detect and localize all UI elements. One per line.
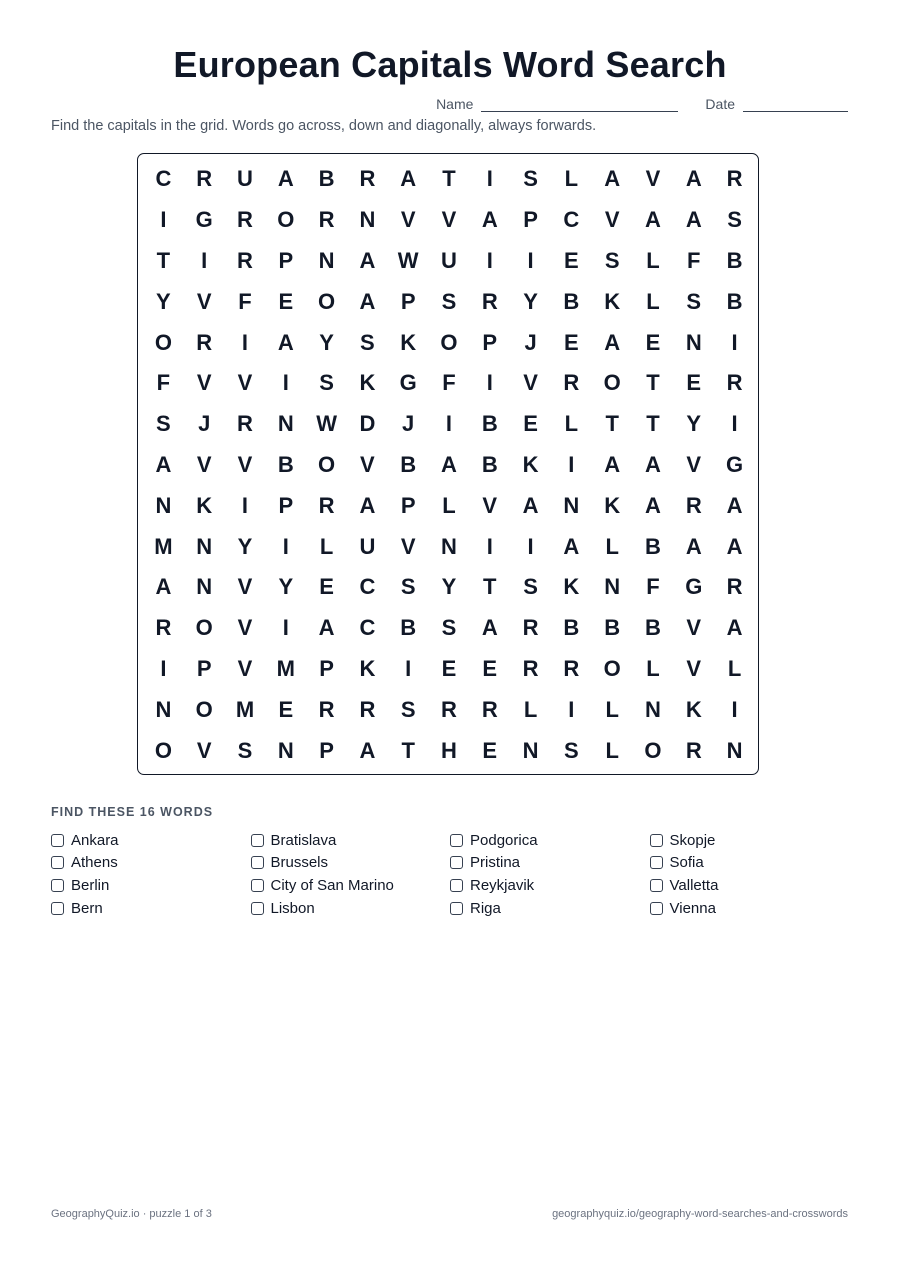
word-label: Athens [71, 854, 118, 872]
grid-cell[interactable]: G [725, 451, 744, 477]
grid-cell[interactable]: E [441, 655, 457, 681]
word-checkbox[interactable] [450, 902, 463, 915]
grid-cell[interactable]: O [195, 615, 213, 641]
grid-cell[interactable]: V [237, 370, 253, 396]
footer-url[interactable]: geographyquiz.io/geography-word-searches-and-crosswords [552, 1208, 848, 1220]
grid-cell[interactable]: Y [278, 574, 294, 600]
grid-cell[interactable]: L [605, 737, 619, 763]
grid-cell[interactable]: N [359, 207, 376, 233]
grid-cell[interactable]: R [441, 696, 457, 722]
grid-cell[interactable]: Y [441, 574, 457, 600]
grid-cell[interactable]: C [359, 574, 376, 600]
grid-cell[interactable]: K [196, 492, 213, 518]
grid-cell[interactable]: A [645, 492, 661, 518]
grid-cell[interactable]: I [731, 329, 738, 355]
grid-cell[interactable]: B [726, 247, 743, 273]
grid-cell[interactable]: B [481, 451, 498, 477]
grid-cell[interactable]: H [441, 737, 457, 763]
grid-cell[interactable]: F [156, 370, 171, 396]
grid-cell[interactable]: Y [319, 329, 334, 355]
grid-cell[interactable]: A [277, 166, 294, 192]
grid-cell[interactable]: R [237, 207, 253, 233]
grid-cell[interactable]: I [282, 533, 289, 559]
grid-cell[interactable]: O [644, 737, 662, 763]
grid-cell[interactable]: S [400, 574, 416, 600]
grid-cell[interactable]: A [359, 492, 376, 518]
grid-cell[interactable]: I [527, 247, 534, 273]
grid-cell[interactable]: N [522, 737, 539, 763]
grid-cell[interactable]: B [563, 615, 580, 641]
word-list-item [51, 874, 251, 897]
grid-cell[interactable]: N [441, 533, 457, 559]
grid-cell[interactable]: N [196, 533, 213, 559]
word-list-item [450, 829, 650, 852]
grid-cell[interactable]: I [731, 411, 738, 437]
grid-cell[interactable]: S [400, 696, 416, 722]
word-label: Berlin [71, 876, 110, 894]
word-checkbox[interactable] [650, 856, 663, 869]
grid-cell[interactable]: B [400, 451, 417, 477]
grid-cell[interactable]: E [319, 574, 334, 600]
grid-cell[interactable]: R [359, 166, 376, 192]
word-checkbox[interactable] [650, 834, 663, 847]
grid-cell[interactable]: O [318, 288, 336, 314]
page-title: European Capitals Word Search [173, 44, 727, 85]
word-label: Brussels [270, 854, 329, 872]
grid-cell[interactable]: D [359, 411, 376, 437]
grid-cell[interactable]: E [482, 737, 498, 763]
word-checkbox[interactable] [51, 834, 64, 847]
grid-cell[interactable]: N [685, 329, 702, 355]
grid-cell[interactable]: R [359, 696, 376, 722]
grid-cell[interactable]: A [400, 166, 417, 192]
grid-cell[interactable]: L [605, 696, 619, 722]
grid-cell[interactable]: S [156, 411, 171, 437]
grid-cell[interactable]: V [237, 574, 253, 600]
grid-cell[interactable]: I [486, 370, 493, 396]
grid-cell[interactable]: A [359, 737, 376, 763]
grid-cell[interactable]: B [645, 533, 661, 559]
grid-cell[interactable]: R [155, 615, 172, 641]
grid-cell[interactable]: A [726, 492, 743, 518]
grid-cell[interactable]: B [604, 615, 621, 641]
word-list-item [650, 852, 850, 875]
word-grid [143, 159, 755, 771]
grid-cell[interactable]: B [481, 411, 498, 437]
grid-cell[interactable]: B [645, 615, 661, 641]
grid-cell[interactable]: E [564, 329, 579, 355]
grid-cell[interactable]: L [646, 247, 660, 273]
grid-cell[interactable]: V [645, 166, 661, 192]
footer-left: GeographyQuiz.io · puzzle 1 of 3 [51, 1208, 212, 1220]
word-checkbox[interactable] [51, 879, 64, 892]
word-list-item [51, 852, 251, 875]
grid-cell[interactable]: P [278, 247, 294, 273]
grid-cell[interactable]: A [277, 329, 294, 355]
words-heading: FIND THESE 16 WORDS [51, 805, 214, 819]
grid-cell[interactable]: A [604, 451, 621, 477]
grid-cell[interactable]: S [319, 370, 334, 396]
date-label: Date [705, 96, 735, 112]
grid-cell[interactable]: N [196, 574, 213, 600]
word-list-item [51, 897, 251, 920]
word-list [51, 829, 851, 919]
grid-cell[interactable]: A [726, 533, 743, 559]
grid-cell[interactable]: A [726, 615, 743, 641]
grid-cell[interactable]: I [486, 247, 493, 273]
grid-cell[interactable]: V [686, 615, 702, 641]
grid-cell[interactable]: S [564, 737, 579, 763]
grid-cell[interactable]: M [235, 696, 255, 722]
grid-cell[interactable]: V [441, 207, 457, 233]
grid-cell[interactable]: R [318, 207, 335, 233]
grid-cell[interactable]: A [155, 574, 172, 600]
word-checkbox[interactable] [51, 856, 64, 869]
grid-cell[interactable]: I [282, 615, 289, 641]
grid-cell[interactable]: A [318, 615, 335, 641]
grid-cell[interactable]: L [523, 696, 538, 722]
word-label: Bratislava [270, 831, 337, 849]
grid-cell[interactable]: V [400, 533, 416, 559]
word-list-item [251, 852, 451, 875]
grid-cell[interactable]: K [522, 451, 539, 477]
date-field[interactable] [743, 95, 848, 112]
grid-cell[interactable]: V [196, 737, 212, 763]
grid-cell[interactable]: N [155, 696, 172, 722]
grid-cell[interactable]: S [237, 737, 253, 763]
grid-cell[interactable]: R [196, 329, 213, 355]
grid-cell[interactable]: T [156, 247, 171, 273]
word-label: Lisbon [270, 899, 315, 917]
grid-cell[interactable]: G [399, 370, 417, 396]
grid-cell[interactable]: V [686, 655, 702, 681]
grid-cell[interactable]: R [726, 370, 743, 396]
word-checkbox[interactable] [251, 856, 264, 869]
word-checkbox[interactable] [251, 834, 264, 847]
grid-cell[interactable]: P [278, 492, 294, 518]
grid-cell[interactable]: N [645, 696, 661, 722]
grid-cell[interactable]: Y [237, 533, 253, 559]
name-field[interactable] [481, 95, 678, 112]
grid-cell[interactable]: N [604, 574, 621, 600]
grid-cell[interactable]: O [195, 696, 213, 722]
grid-cell[interactable]: P [400, 492, 416, 518]
grid-cell[interactable]: E [278, 288, 294, 314]
grid-cell[interactable]: K [604, 492, 621, 518]
grid-cell[interactable]: I [241, 329, 249, 355]
grid-cell[interactable]: S [523, 166, 538, 192]
grid-cell[interactable]: E [278, 696, 294, 722]
grid-cell[interactable]: A [522, 492, 539, 518]
grid-cell[interactable]: B [318, 166, 335, 192]
grid-cell[interactable]: A [481, 615, 498, 641]
grid-cell[interactable]: S [686, 288, 702, 314]
word-label: Bern [71, 899, 103, 917]
word-list-item [650, 874, 850, 897]
grid-cell[interactable]: E [523, 411, 538, 437]
grid-cell[interactable]: T [646, 370, 660, 396]
grid-cell[interactable]: F [687, 247, 701, 273]
grid-cell[interactable]: Y [523, 288, 538, 314]
grid-cell[interactable]: R [481, 288, 498, 314]
grid-cell[interactable]: O [603, 655, 621, 681]
grid-cell[interactable]: A [359, 247, 376, 273]
grid-cell[interactable]: T [646, 411, 660, 437]
grid-cell[interactable]: O [603, 370, 621, 396]
grid-cell[interactable]: V [237, 615, 253, 641]
grid-cell[interactable]: V [196, 370, 212, 396]
grid-cell[interactable]: S [441, 288, 457, 314]
word-label: Valletta [669, 876, 719, 894]
grid-cell[interactable]: P [319, 655, 334, 681]
grid-cell[interactable]: F [646, 574, 660, 600]
grid-cell[interactable]: V [686, 451, 702, 477]
grid-cell[interactable]: K [685, 696, 702, 722]
grid-cell[interactable]: B [277, 451, 294, 477]
word-list-item [450, 874, 650, 897]
word-label: Sofia [669, 854, 704, 872]
word-list-item [450, 897, 650, 920]
grid-cell[interactable]: S [441, 615, 457, 641]
grid-cell[interactable]: G [195, 207, 213, 233]
grid-cell[interactable]: Y [156, 288, 171, 314]
grid-cell[interactable]: V [237, 451, 253, 477]
grid-cell[interactable]: I [445, 411, 453, 437]
grid-cell[interactable]: I [241, 492, 249, 518]
grid-cell[interactable]: V [237, 655, 253, 681]
grid-cell[interactable]: I [160, 207, 167, 233]
grid-cell[interactable]: I [282, 370, 289, 396]
grid-cell[interactable]: S [604, 247, 620, 273]
grid-cell[interactable]: J [198, 411, 211, 437]
grid-cell[interactable]: S [360, 329, 375, 355]
word-label: Pristina [470, 854, 521, 872]
grid-cell[interactable]: N [318, 247, 335, 273]
grid-cell[interactable]: T [442, 166, 456, 192]
word-checkbox[interactable] [251, 879, 264, 892]
grid-cell[interactable]: K [563, 574, 580, 600]
grid-cell[interactable]: V [604, 207, 620, 233]
grid-cell[interactable]: A [604, 329, 621, 355]
grid-cell[interactable]: N [277, 737, 294, 763]
grid-cell[interactable]: P [319, 737, 334, 763]
grid-cell[interactable]: I [486, 533, 493, 559]
grid-cell[interactable]: J [524, 329, 537, 355]
grid-cell[interactable]: B [563, 288, 580, 314]
grid-cell[interactable]: S [523, 574, 538, 600]
word-label: Reykjavik [470, 876, 535, 894]
name-date-row [436, 95, 848, 112]
word-checkbox[interactable] [650, 879, 663, 892]
grid-cell[interactable]: A [645, 207, 661, 233]
word-list-item [51, 829, 251, 852]
word-checkbox[interactable] [51, 902, 64, 915]
word-checkbox[interactable] [450, 856, 463, 869]
grid-cell[interactable]: I [568, 696, 575, 722]
grid-cell[interactable]: O [277, 207, 295, 233]
grid-cell[interactable]: I [731, 696, 738, 722]
instructions: Find the capitals in the grid. Words go across, down and diagonally, always forwards. [51, 118, 597, 134]
word-list-item [650, 897, 850, 920]
grid-cell[interactable]: C [359, 615, 376, 641]
grid-cell[interactable]: N [563, 492, 580, 518]
grid-cell[interactable]: R [318, 492, 335, 518]
grid-cell[interactable]: P [482, 329, 498, 355]
grid-cell[interactable]: B [726, 288, 743, 314]
grid-cell[interactable]: R [481, 696, 498, 722]
grid-cell[interactable]: I [405, 655, 412, 681]
grid-cell[interactable]: E [564, 247, 579, 273]
grid-cell[interactable]: V [360, 451, 375, 477]
word-label: Podgorica [470, 831, 538, 849]
name-label: Name [436, 96, 474, 112]
grid-cell[interactable]: R [196, 166, 213, 192]
grid-cell[interactable]: R [318, 696, 335, 722]
grid-cell[interactable]: J [402, 411, 415, 437]
grid-cell[interactable]: T [401, 737, 415, 763]
grid-cell[interactable]: S [727, 207, 742, 233]
grid-cell[interactable]: I [568, 451, 575, 477]
grid-cell[interactable]: F [238, 288, 252, 314]
grid-cell[interactable]: T [483, 574, 497, 600]
grid-cell[interactable]: K [359, 370, 376, 396]
grid-cell[interactable]: G [685, 574, 703, 600]
word-list-item [650, 829, 850, 852]
word-list-item [251, 897, 451, 920]
word-label: Ankara [71, 831, 119, 849]
grid-cell[interactable]: N [726, 737, 743, 763]
grid-cell[interactable]: A [645, 451, 661, 477]
grid-cell[interactable]: V [523, 370, 538, 396]
word-checkbox[interactable] [450, 834, 463, 847]
grid-cell[interactable]: R [237, 411, 253, 437]
grid-cell[interactable]: L [727, 655, 742, 681]
grid-cell[interactable]: P [400, 288, 416, 314]
grid-cell[interactable]: R [685, 492, 702, 518]
grid-cell[interactable]: A [685, 533, 702, 559]
grid-cell[interactable]: O [154, 329, 172, 355]
grid-cell[interactable]: I [527, 533, 534, 559]
grid-cell[interactable]: L [564, 166, 579, 192]
word-checkbox[interactable] [650, 902, 663, 915]
grid-cell[interactable]: V [196, 288, 212, 314]
grid-cell[interactable]: L [605, 533, 619, 559]
word-list-item [251, 874, 451, 897]
grid-cell[interactable]: U [359, 533, 376, 559]
grid-cell[interactable]: R [685, 737, 702, 763]
grid-cell[interactable]: A [441, 451, 457, 477]
grid-cell[interactable]: E [686, 370, 702, 396]
grid-cell[interactable]: R [726, 574, 743, 600]
grid-cell[interactable]: F [442, 370, 456, 396]
grid-cell[interactable]: U [441, 247, 457, 273]
grid-cell[interactable]: E [482, 655, 498, 681]
word-label: Skopje [669, 831, 716, 849]
grid-cell[interactable]: A [604, 166, 621, 192]
grid-cell[interactable]: R [522, 655, 539, 681]
grid-cell[interactable]: O [154, 737, 172, 763]
grid-cell[interactable]: W [397, 247, 419, 273]
grid-cell[interactable]: L [442, 492, 456, 518]
word-label: Riga [470, 899, 501, 917]
word-checkbox[interactable] [450, 879, 463, 892]
grid-cell[interactable]: V [400, 207, 416, 233]
grid-cell[interactable]: V [196, 451, 212, 477]
grid-cell[interactable]: A [481, 207, 498, 233]
grid-cell[interactable]: K [604, 288, 621, 314]
word-label: City of San Marino [270, 876, 394, 894]
grid-cell[interactable]: L [319, 533, 334, 559]
grid-cell[interactable]: T [605, 411, 619, 437]
grid-cell[interactable]: A [563, 533, 580, 559]
grid-cell[interactable]: A [359, 288, 376, 314]
grid-cell[interactable]: R [726, 166, 743, 192]
grid-cell[interactable]: W [316, 411, 337, 437]
word-list-item [251, 829, 451, 852]
grid-cell[interactable]: C [563, 207, 580, 233]
grid-cell[interactable]: K [359, 655, 376, 681]
grid-cell[interactable]: L [564, 411, 579, 437]
grid-cell[interactable]: I [486, 166, 493, 192]
grid-cell[interactable]: R [563, 370, 580, 396]
grid-cell[interactable]: O [440, 329, 458, 355]
grid-cell[interactable]: O [318, 451, 336, 477]
grid-cell[interactable]: L [646, 288, 660, 314]
grid-cell[interactable]: M [154, 533, 173, 559]
word-label: Vienna [669, 899, 716, 917]
grid-cell[interactable]: I [201, 247, 208, 273]
word-list-item [450, 852, 650, 875]
grid-cell[interactable]: Y [686, 411, 702, 437]
grid-cell[interactable]: R [237, 247, 253, 273]
grid-cell[interactable]: N [277, 411, 294, 437]
grid-cell[interactable]: L [646, 655, 660, 681]
grid-cell[interactable]: A [685, 207, 702, 233]
grid-cell[interactable]: R [522, 615, 539, 641]
grid-cell[interactable]: V [482, 492, 498, 518]
grid-cell[interactable]: A [155, 451, 172, 477]
grid-cell[interactable]: C [155, 166, 172, 192]
grid-cell[interactable]: I [160, 655, 167, 681]
grid-cell[interactable]: U [237, 166, 253, 192]
grid-cell[interactable]: K [400, 329, 417, 355]
grid-cell[interactable]: R [563, 655, 580, 681]
grid-cell[interactable]: B [400, 615, 417, 641]
grid-cell[interactable]: P [196, 655, 212, 681]
grid-cell[interactable]: N [155, 492, 172, 518]
grid-cell[interactable]: M [276, 655, 295, 681]
grid-cell[interactable]: P [523, 207, 538, 233]
grid-cell[interactable]: A [685, 166, 702, 192]
grid-cell[interactable]: E [645, 329, 661, 355]
word-checkbox[interactable] [251, 902, 264, 915]
